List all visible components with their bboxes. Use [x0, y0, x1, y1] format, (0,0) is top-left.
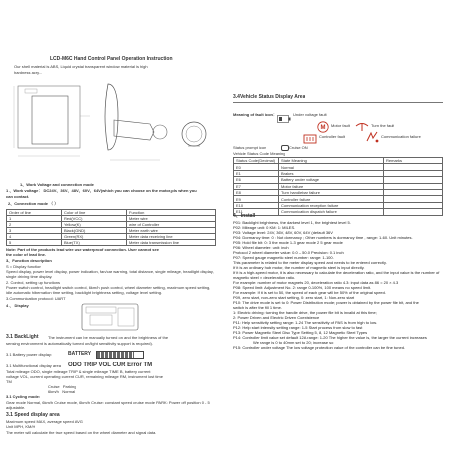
- table-cell: Motor failure: [279, 183, 384, 189]
- table-header-cell: Function: [127, 210, 216, 216]
- table-cell: Meter data transmission line: [127, 240, 216, 246]
- parameter-line: P02: Mileage unit: 0 KM: 1: MILES.: [233, 225, 296, 230]
- controller-clamp-view: [182, 122, 206, 146]
- under-voltage-label: Under voltage fault: [293, 112, 327, 117]
- controller-side-view: [105, 84, 167, 160]
- cruise-label: Cruise ON: [289, 145, 308, 150]
- parameter-line: P10: The drive mode is set to 0: Power Distribution mode; power is obtained by the power file bit, and the: [233, 300, 419, 305]
- fault-meaning-label: Meaning of fault icon：: [233, 112, 277, 117]
- speed-line: Unit MPH, KM/H: [6, 424, 36, 429]
- lcd-display-diagram: [80, 302, 140, 332]
- parameter-list: [233, 220, 443, 350]
- under-voltage-icon: [277, 110, 291, 128]
- table-cell: Controller failure: [279, 196, 384, 202]
- controller-fault-label: Controller fault: [319, 134, 346, 139]
- intro-line-1: Our shell material is ABS, Liquid crystal transparent window material is high: [14, 64, 148, 69]
- parameter-line: P04: Dormancy time: 0 : Not dormancy ; Other numbers is dormancy time , range: 1-60. Unit minutes.: [233, 235, 413, 240]
- table-cell: 3: [7, 228, 62, 234]
- backlight-text-1: The instrument can be manually turned on and the brightness of the: [48, 335, 169, 340]
- title-rule: [233, 102, 443, 103]
- parameter-line: P01: Backlight brightness, the darkest level 1, the brightest level 5.: [233, 220, 351, 225]
- motor-fault-label: Motor fault: [331, 123, 350, 128]
- mode-row: Cruise Parking: [48, 384, 77, 389]
- parameter-line: P14: Controller limit value set default 12A range: 1-20 The higher the value is, the larger the current increases: [233, 335, 427, 340]
- turn-bar-fault-label: Turn the fault: [371, 123, 395, 128]
- table-cell: 1: [7, 216, 62, 222]
- table-cell: E8: [234, 189, 279, 195]
- backlight-text-2: sensing environment is automatically turned on/light sensitivity support is required).: [6, 341, 153, 346]
- multifunction-label: 3.1 Multifunctional display area: [6, 363, 61, 368]
- voltage-line: 1 、Work voltage： DC24V、36V、48V、60V、64V(which you can choose on the motor,pls when you: [6, 188, 197, 193]
- table-cell: Black(GND): [62, 228, 127, 234]
- parameter-line: Protocol 2 wheel diameter value: 0.0 – 50.0 Precision: 0.1 inch: [233, 250, 344, 255]
- mode-row-2: 6km/h Normal: [48, 389, 76, 394]
- func-line: idle automatic hibernation time setting, backlight brightness setting, voltage level setting.: [6, 290, 163, 295]
- right-page: [225, 0, 450, 450]
- battery-text: BATTERY: [68, 351, 92, 357]
- table-cell: Blue(TX): [62, 240, 127, 246]
- cycling-label: 3.1 Cycling mode:: [6, 394, 41, 399]
- communication-failure-icon: [365, 130, 379, 148]
- parameter-line: P07: Speed gauge magnetic steel number: range: 1-100.: [233, 255, 334, 260]
- parameter-line: P09, zero start, non-zero start setting, 0: zero start, 1: Non-zero start: [233, 295, 355, 300]
- table-row: [7, 240, 216, 246]
- battery-bar: [96, 351, 144, 359]
- left-footer: The meter will calculate the true speed based on the wheel diameter and signal data.: [6, 430, 157, 435]
- svg-text:M: M: [320, 125, 326, 131]
- table-cell: E11: [234, 209, 279, 215]
- table-cell: 4: [7, 234, 62, 240]
- table-cell: wire of Controller: [127, 222, 216, 228]
- table-cell: E9: [234, 196, 279, 202]
- speed-label: 3.1 Speed display area: [6, 412, 60, 418]
- table-cell: Communication dispatch failure: [279, 209, 384, 215]
- table-header-cell: Status Code(Decimal): [234, 158, 279, 164]
- func-line: single driving time display.: [6, 274, 53, 279]
- status-prompt-label: Status prompt icon: [233, 145, 267, 150]
- table-cell: 2: [7, 222, 62, 228]
- parameter-line: P08: Speed limit: Adjustment No. 2: range 0-100%, 100 means no speed limit.: [233, 285, 372, 290]
- func-line: Speed display, power level display, power indication, fan/car warning, total distance, single mileage, headlight display,: [6, 269, 214, 274]
- battery-bar-fill: [97, 352, 134, 358]
- table-header-cell: Order of line: [7, 210, 62, 216]
- parameter-line: switch is after the fill 1 time.: [233, 305, 282, 310]
- parameter-line: For example: number of motor magnets 20, deceleration ratio 4.3: input data as 86 = 20 × 4.3: [233, 280, 399, 285]
- table-cell: 5: [7, 240, 62, 246]
- table-cell: Meter earth wire: [127, 228, 216, 234]
- table-header-cell: State Meaning: [279, 158, 384, 164]
- table-cell: E7: [234, 183, 279, 189]
- parameter-line: P12: Help start intensity setting range: 1-5 Start process from slow to fast: [233, 325, 363, 330]
- func-line: S = Display function: [6, 264, 42, 269]
- table-cell: E1: [234, 170, 279, 176]
- func-line: 3.Communication protocol: UART: [6, 296, 66, 301]
- voltage-line-2: can contact.: [6, 194, 30, 199]
- func-line: Power switch control, headlight switch control, 6km/h push control, wheel diameter setting, maximum speed setting,: [6, 285, 211, 290]
- section2-heading: 2、Connection mode （ ）: [8, 201, 59, 206]
- backlight-label: 3.1 BackLight: [6, 334, 39, 340]
- controller-front-view: [14, 86, 90, 156]
- parameter-line: For example: If it is set to 50, the speed of each gear will be 50% of the original speed.: [233, 290, 386, 295]
- parameter-line: P05: Hold file bit: 0: 3 the mode 1-3 gear mode 2 5 gear mode: [233, 240, 343, 245]
- table-cell: Brakes: [279, 170, 384, 176]
- parameter-line: P03: Voltage level: 24V, 36V, 48V, 60V, 64V (default 36V: [233, 230, 333, 235]
- controller-diagram: [10, 76, 215, 176]
- intro-line-2: hardness acry...: [14, 70, 43, 75]
- func-line: 2. Control, setting up functions: [6, 280, 61, 285]
- table-cell: Meter wire: [127, 216, 216, 222]
- parameter-line: We range is 0 to 40mm set to 20; increase so: [253, 340, 334, 345]
- connection-table: [6, 209, 216, 246]
- section1-heading: 1、Work Voltage and connection mode: [20, 182, 94, 187]
- table-cell: Red(VCC): [62, 216, 127, 222]
- parameter-line: 2: Power Driven and Electric Driven Coexistence: [233, 315, 320, 320]
- table-cell: Battery under voltage: [279, 177, 384, 183]
- table-row: [234, 209, 443, 215]
- cycling-text-2: adjustable.: [6, 405, 26, 410]
- table-cell: Meter data receiving line: [127, 234, 216, 240]
- multifunction-line: TM: [6, 379, 12, 384]
- communication-failure-label: Communication failure: [381, 134, 421, 139]
- multifunction-line: voltage VOL, current operating current CUR, remaining mileage RM, instrument lost time: [6, 374, 163, 379]
- vehicle-code-title: Vehicle Status Code Meaning: [233, 151, 286, 156]
- parameter-line: P06: Wheel diameter: unit: inch: [233, 245, 289, 250]
- table-cell: Turn handlebar failure: [279, 189, 384, 195]
- parameter-line: P15: Controller under voltage The low voltage protection value of the controller can be fine tuned.: [233, 345, 406, 350]
- note-line-1: Note: Part of the products lead wire use waterproof connection. User cannot see: [6, 247, 159, 252]
- table-cell: Green(RX): [62, 234, 127, 240]
- parameter-line: P11: Help sensitivity setting range: 1-24 The sensitivity of PAS is from high to low.: [233, 320, 378, 325]
- parameter-line: magnetic steel × deceleration ratio.: [233, 275, 296, 280]
- parameter-line: 1: Electric driving: turning the handle drive, the power file bit is invalid at this time;: [233, 310, 377, 315]
- table-cell: Communication reception failure: [279, 202, 384, 208]
- parameter-line: If it is a high-speed motor, it is also necessary to calculate the deceleration ratio, and the input value is the number of: [233, 270, 440, 275]
- install-heading: 4、Install: [233, 213, 256, 219]
- multifunction-readout: ODO TRIP VOL CUR Error TM: [68, 362, 153, 368]
- section4-heading: 4 、 Display: [6, 303, 29, 308]
- multifunction-line: Total mileage ODO, single mileage TRIP & single mileage TIME B, battery current: [6, 369, 151, 374]
- parameter-line: This parameter is related to the meter display speed and needs to be entered correctly.: [233, 260, 387, 265]
- table-header-cell: Remarks: [384, 158, 443, 164]
- table-cell: Yellow(K): [62, 222, 127, 228]
- speed-line: Maximum speed MAX, average speed AVG: [6, 419, 83, 424]
- section3-heading: 3、Function description: [6, 258, 52, 263]
- table-header-cell: Color of line: [62, 210, 127, 216]
- parameter-line: If it is an ordinary hub motor, the number of magnetic steel is input directly.: [233, 265, 365, 270]
- right-page-title: 3.4Vehicle Status Display Area: [233, 94, 306, 100]
- battery-label: 3.1 Battery power display:: [6, 352, 53, 357]
- note-line-2: the color of lead line.: [6, 252, 47, 257]
- parameter-line: P13: Power Magnetic Steel Disc Type Setting 5, 8, 12 Magnetic Steel Types: [233, 330, 368, 335]
- cycling-text: Gear mode Normal, 6km/h Cruise mode, 6km/h Cruise: constant speed cruise mode PARK: Power off position 0 - 5: [6, 400, 210, 405]
- left-page-title: LCD-M6C Hand Control Panel Operation Instruction: [50, 56, 173, 62]
- table-cell: E6: [234, 177, 279, 183]
- table-cell: E10: [234, 202, 279, 208]
- status-code-table: [233, 157, 443, 216]
- table-cell: Normal: [279, 164, 384, 170]
- table-cell: [384, 209, 443, 215]
- table-cell: E0: [234, 164, 279, 170]
